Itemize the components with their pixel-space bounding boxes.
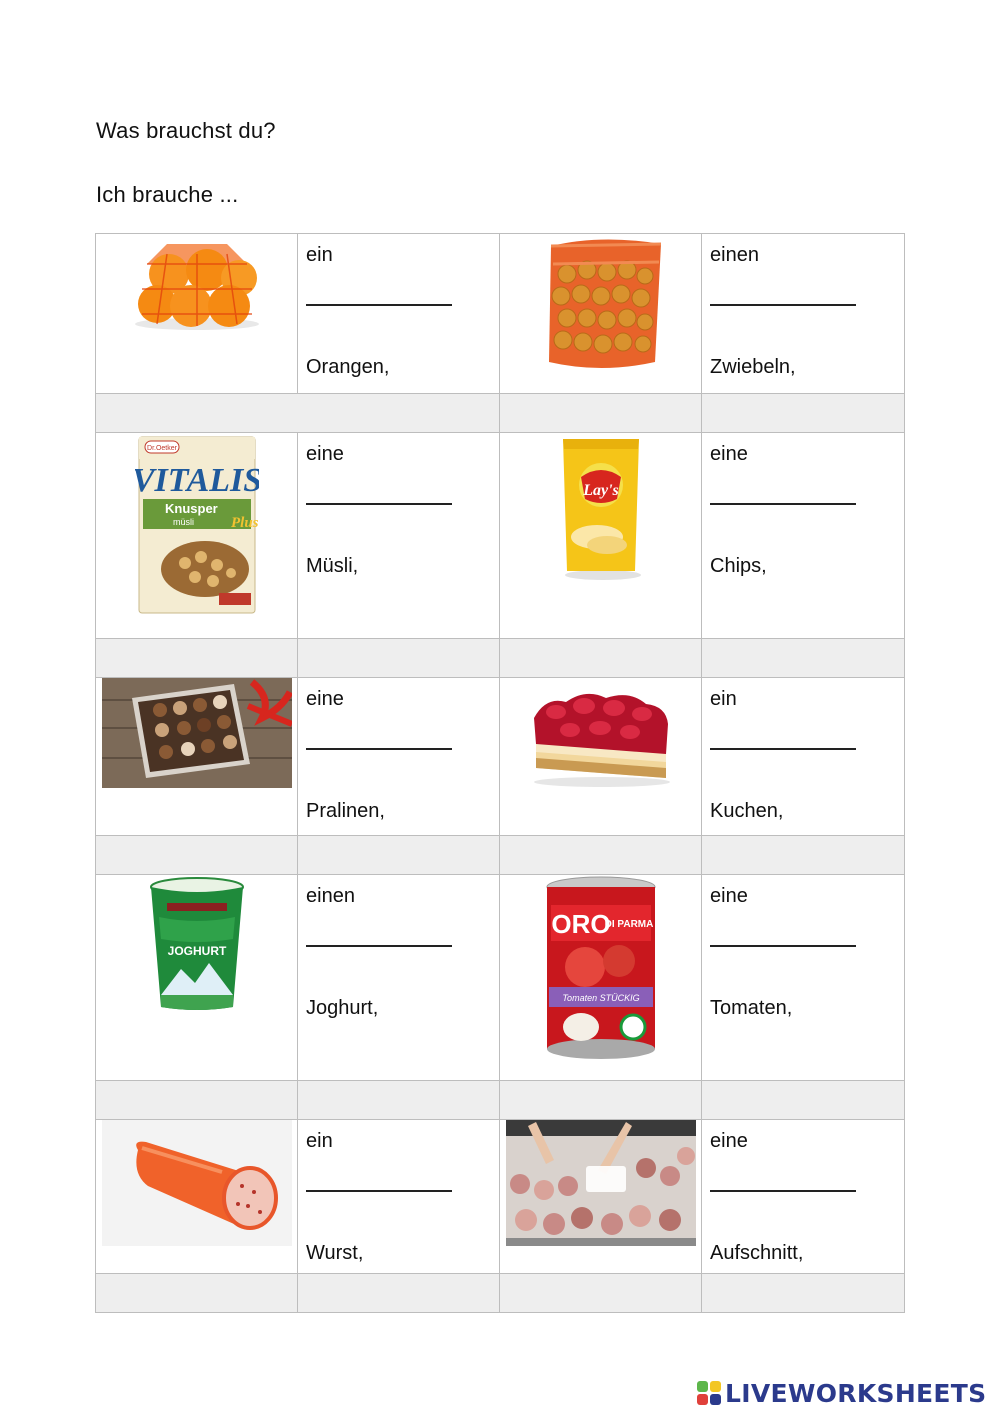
noun-label: Aufschnitt, (710, 1242, 804, 1264)
image-cell (96, 875, 298, 1081)
page-title: Was brauchst du? (96, 118, 276, 143)
orange-net-bag-icon (127, 234, 267, 334)
article-label: eine (710, 1130, 748, 1152)
tomato-can-icon (541, 875, 661, 1061)
image-cell (500, 234, 702, 394)
logo-text: LIVEWORKSHEETS (725, 1378, 987, 1408)
answer-cell (702, 234, 905, 394)
noun-label: Kuchen, (710, 800, 784, 822)
article-label: ein (306, 244, 333, 266)
answer-blank[interactable] (306, 304, 452, 306)
image-cell (96, 433, 298, 639)
noun-label: Müsli, (306, 555, 359, 577)
page-prompt: Ich brauche ... (96, 182, 239, 207)
yogurt-cup-icon (147, 875, 247, 1015)
answer-blank[interactable] (710, 748, 856, 750)
image-cell (96, 678, 298, 836)
spacer-row (96, 1081, 905, 1120)
logo-square-red (697, 1394, 708, 1405)
pralines-box-icon (102, 678, 292, 788)
answer-blank[interactable] (306, 503, 452, 505)
chips-bag-icon (551, 433, 651, 583)
answer-cell (298, 234, 500, 394)
tomato-brand: ORO (550, 909, 611, 939)
tomato-brand2: DI PARMA (604, 919, 653, 930)
muesli-name: VITALIS (134, 462, 259, 499)
image-cell (500, 875, 702, 1081)
cake-slice-icon (526, 678, 676, 788)
spacer-row (96, 836, 905, 875)
table-row (96, 678, 905, 836)
logo-square-yellow (710, 1381, 721, 1392)
liveworksheets-logo[interactable] (697, 1378, 986, 1408)
answer-cell (702, 433, 905, 639)
spacer-row (96, 1274, 905, 1313)
table-row (96, 875, 905, 1081)
noun-label: Joghurt, (306, 997, 379, 1019)
tomato-label: Tomaten STÜCKIG (561, 993, 640, 1003)
muesli-brand: Dr.Oetker (146, 445, 177, 452)
image-cell (500, 1120, 702, 1274)
answer-cell (298, 678, 500, 836)
spacer-row (96, 639, 905, 678)
yogurt-label: JOGHURT (167, 944, 226, 958)
answer-cell (298, 1120, 500, 1274)
table-row (96, 433, 905, 639)
logo-square-green (697, 1381, 708, 1392)
spacer-row (96, 394, 905, 433)
article-label: einen (710, 244, 759, 266)
chips-brand: Lay's (582, 482, 619, 499)
noun-label: Tomaten, (710, 997, 793, 1019)
noun-label: Orangen, (306, 356, 390, 378)
muesli-plus: Plus (230, 515, 259, 531)
answer-cell (298, 875, 500, 1081)
muesli-sub2: müsli (172, 517, 194, 527)
article-label: eine (710, 885, 748, 907)
image-cell (96, 1120, 298, 1274)
noun-label: Chips, (710, 555, 767, 577)
answer-cell (298, 433, 500, 639)
answer-cell (702, 875, 905, 1081)
table-row (96, 1120, 905, 1274)
article-label: ein (710, 688, 737, 710)
logo-square-blue (710, 1394, 721, 1405)
article-label: ein (306, 1130, 333, 1152)
muesli-box-icon (135, 433, 259, 617)
article-label: eine (306, 688, 344, 710)
answer-blank[interactable] (710, 1190, 856, 1192)
image-cell (96, 234, 298, 394)
noun-label: Wurst, (306, 1242, 364, 1264)
table-row (96, 234, 905, 394)
answer-blank[interactable] (306, 945, 452, 947)
cold-cuts-counter-icon (506, 1120, 696, 1246)
noun-label: Zwiebeln, (710, 356, 796, 378)
answer-blank[interactable] (306, 748, 452, 750)
answer-blank[interactable] (710, 945, 856, 947)
answer-cell (702, 678, 905, 836)
muesli-sub: Knusper (164, 501, 218, 516)
image-cell (500, 678, 702, 836)
logo-mark-icon (697, 1381, 721, 1405)
answer-blank[interactable] (710, 503, 856, 505)
noun-label: Pralinen, (306, 800, 385, 822)
article-label: einen (306, 885, 355, 907)
worksheet-table (95, 233, 905, 1313)
answer-cell (702, 1120, 905, 1274)
answer-blank[interactable] (710, 304, 856, 306)
image-cell (500, 433, 702, 639)
article-label: eine (710, 443, 748, 465)
answer-blank[interactable] (306, 1190, 452, 1192)
article-label: eine (306, 443, 344, 465)
sausage-icon (102, 1120, 292, 1246)
onion-sack-icon (531, 234, 671, 374)
